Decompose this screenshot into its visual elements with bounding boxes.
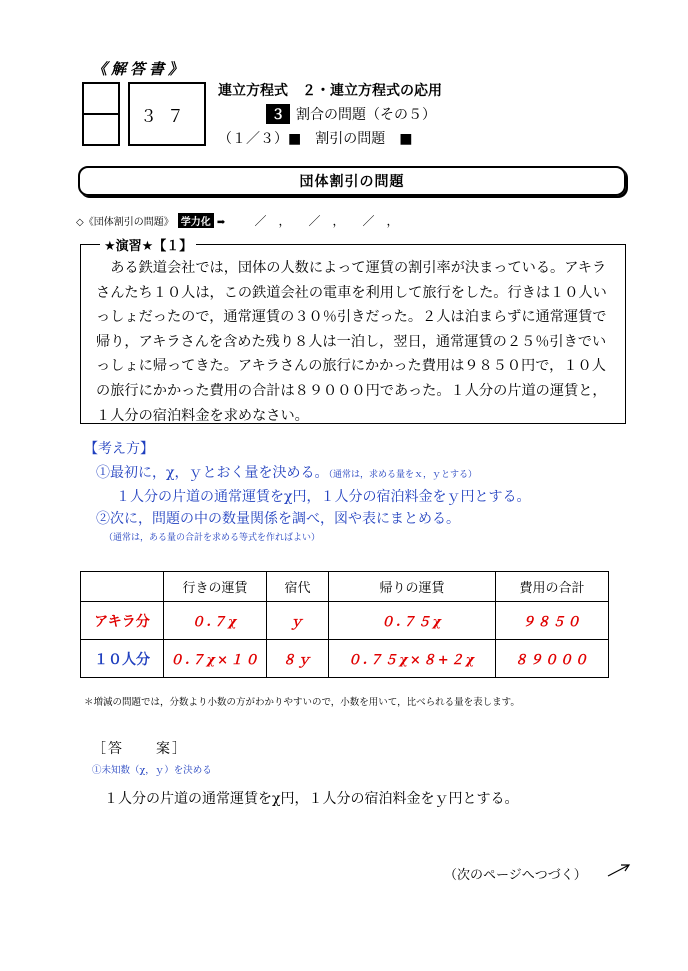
- table-header-cell: 行きの運賃: [164, 572, 267, 602]
- table-header-cell: [81, 572, 164, 602]
- section-badge: ３: [266, 104, 290, 124]
- think-step2-note: （通常は，ある量の合計を求める等式を作ればよい）: [104, 533, 321, 543]
- score-box: [82, 82, 120, 146]
- subsection-title: （１／３）■ 割引の問題 ■: [218, 131, 413, 147]
- table-cell: ８ｙ: [267, 640, 329, 678]
- think-step1: [96, 462, 477, 482]
- think-step1-note: （通常は，求める量をｘ，ｙとする）: [328, 470, 477, 480]
- answer-step: ①未知数（χ，ｙ）を決める: [92, 765, 212, 776]
- section-title: [266, 104, 436, 124]
- table-row: [81, 602, 609, 640]
- page-title: 団体割引の問題: [78, 166, 626, 196]
- note-text: ＊増減の問題では，分数より小数の方がわかりやすいので，小数を用いて，比べられる量を表します。: [84, 697, 520, 708]
- arrow-icon: ➡: [216, 217, 226, 228]
- answer-heading: ［答 案］: [92, 741, 188, 757]
- row-label: アキラ分: [81, 602, 164, 640]
- arrow-up-right-icon: [606, 862, 632, 878]
- think-step1-text: ①最初に，χ，ｙとおく量を決める。: [96, 465, 329, 481]
- table-cell: ０.７χ: [164, 602, 267, 640]
- progress-label: ◇《団体割引の問題》: [76, 217, 174, 228]
- think-step2: ②次に，問題の中の数量関係を調べ，図や表にまとめる。: [96, 511, 460, 527]
- next-page-label: （次のページへつづく）: [444, 868, 587, 883]
- table-cell: ｙ: [267, 602, 329, 640]
- progress-tag: 学力化: [178, 213, 214, 228]
- kaitousho-label: 《解答書》: [92, 60, 188, 78]
- think-step1-detail: １人分の片道の通常運賃をχ円，１人分の宿泊料金をｙ円とする。: [116, 489, 531, 505]
- relation-table: [80, 571, 609, 678]
- think-heading: 【考え方】: [84, 441, 154, 457]
- unit-title: 連立方程式 ２・連立方程式の応用: [218, 83, 442, 99]
- table-cell: ０.７χ×１０: [164, 640, 267, 678]
- row-label: １０人分: [81, 640, 164, 678]
- section-label: 割合の問題（その５）: [296, 107, 436, 123]
- exercise-text: ある鉄道会社では，団体の人数によって運賃の割引率が決まっている。アキラさんたち１０人は，この鉄道会社の電車を利用して旅行をした。行きは１０人いっしょだったので，通常運賃の３０％引きだった。２人は泊まらずに通常運賃で帰り，アキラさんを含めた残り８人は一泊し，翌日，通常運賃の２５％引きでいっしょに帰ってきた。アキラさんの旅行にかかった費用は９８５０円で，１０人の旅行にかかった費用の合計は８９０００円であった。１人分の片道の運賃と，１人分の宿泊料金を求めなさい。: [96, 260, 607, 424]
- answer-text: １人分の片道の通常運賃をχ円，１人分の宿泊料金をｙ円とする。: [104, 791, 519, 807]
- table-cell: ８９０００: [496, 640, 609, 678]
- table-header-row: [81, 572, 609, 602]
- page-number: ３７: [128, 82, 206, 146]
- table-header-cell: 宿代: [267, 572, 329, 602]
- table-cell: ９８５０: [496, 602, 609, 640]
- table-cell: ０.７５χ×８+２χ: [329, 640, 496, 678]
- table-header-cell: 帰りの運賃: [329, 572, 496, 602]
- progress-dates: ／ ， ／ ， ／ ，: [254, 214, 399, 228]
- table-header-cell: 費用の合計: [496, 572, 609, 602]
- progress-line: [76, 212, 398, 229]
- table-row: [81, 640, 609, 678]
- exercise-label: ★演習★【１】: [100, 235, 196, 254]
- table-cell: ０.７５χ: [329, 602, 496, 640]
